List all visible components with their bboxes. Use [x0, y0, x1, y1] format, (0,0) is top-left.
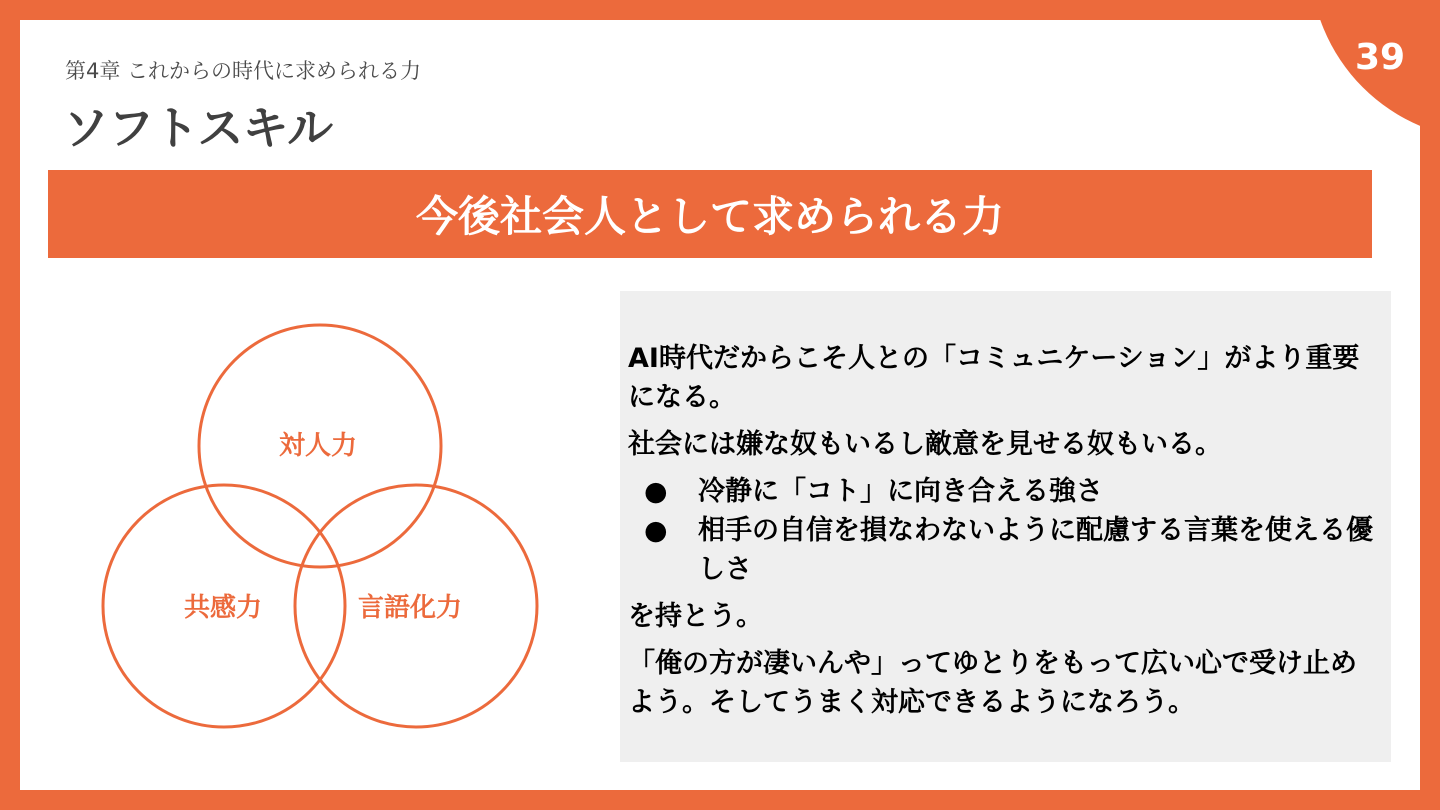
body-paragraph-2: 社会には嫌な奴もいるし敵意を見せる奴もいる。: [628, 429, 1222, 460]
bullet-dot-icon: ●: [644, 476, 668, 507]
venn-label-top: 対人力: [278, 431, 358, 461]
bullet-item: [628, 511, 1373, 589]
bullet-text: 冷静に「コト」に向き合える強さ: [698, 476, 1103, 507]
bullet-dot-icon: ●: [644, 515, 668, 546]
body-paragraph-4: 「俺の方が凄いんや」ってゆとりをもって広い心で受け止めよう。そしてうまく対応できるようになろう。: [628, 648, 1357, 718]
page-number: 39: [1354, 37, 1406, 78]
body-paragraph-3: を持とう。: [628, 601, 763, 632]
venn-label-right: 言語化力: [357, 593, 463, 623]
section-banner: 今後社会人として求められる力: [48, 170, 1372, 258]
body-paragraph-1: AI時代だからこそ人との「コミュニケーション」がより重要になる。: [628, 343, 1360, 413]
page-title: ソフトスキル: [63, 101, 333, 155]
bullet-list: [628, 472, 1373, 589]
venn-diagram: [100, 320, 540, 740]
venn-label-left: 共感力: [183, 593, 263, 623]
bullet-text: 相手の自信を損なわないように配慮する言葉を使える優しさ: [698, 515, 1373, 585]
chapter-label: 第4章 これからの時代に求められる力: [65, 59, 422, 83]
body-text-box: [620, 291, 1391, 762]
bullet-item: [628, 472, 1373, 511]
slide: [20, 20, 1420, 790]
